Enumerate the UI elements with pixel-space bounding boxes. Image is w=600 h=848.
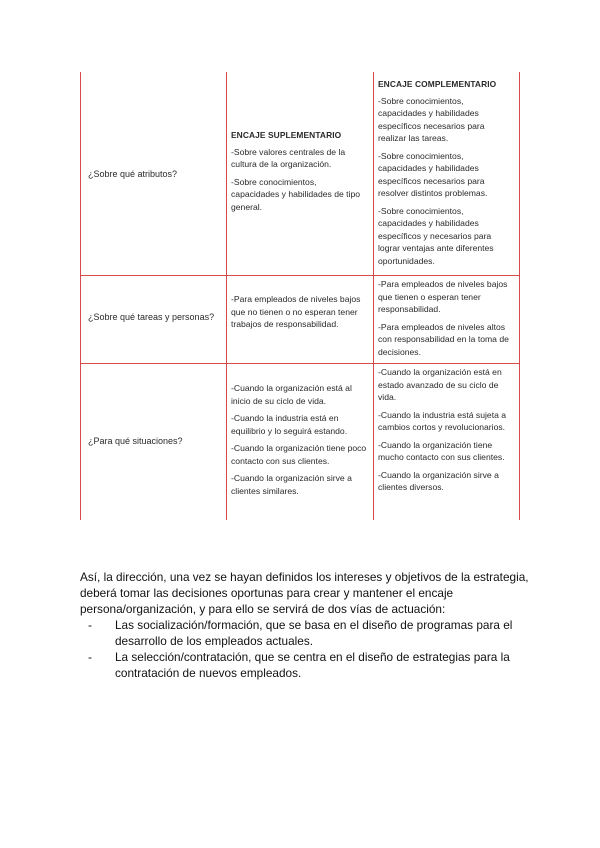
row3-complementary-cell (378, 366, 514, 499)
row1-supplementary-cell (231, 129, 367, 218)
dash-bullet: - (88, 618, 92, 632)
complementary-item: -Cuando la organización tiene mucho contacto con sus clientes. (378, 439, 505, 462)
supplementary-heading: ENCAJE SUPLEMENTARIO (231, 130, 342, 140)
table-line-row2 (80, 363, 520, 364)
table-line-col1 (226, 72, 227, 520)
table-line-row1 (80, 275, 520, 276)
supplementary-item: -Cuando la organización tiene poco contacto con sus clientes. (231, 443, 367, 466)
bullet-text: La selección/contratación, que se centra en el diseño de estrategias para la contratación de nuevos empleados. (115, 650, 510, 680)
complementary-item: -Sobre conocimientos, capacidades y habilidades específicos necesarios para realizar las tareas. (378, 95, 485, 143)
complementary-item: -Cuando la organización sirve a clientes diversos. (378, 469, 499, 492)
complementary-item: -Para empleados de niveles bajos que tienen o esperan tener responsabilidad. (378, 279, 508, 314)
bullet-list (80, 617, 550, 681)
list-item (88, 617, 550, 649)
complementary-item: -Cuando la industria está sujeta a cambios cortos y revolucionarios. (378, 409, 507, 432)
row1-complementary-cell (378, 78, 514, 272)
complementary-heading: ENCAJE COMPLEMENTARIO (378, 79, 497, 89)
supplementary-item: -Cuando la industria está en equilibrio y lo seguirá estando. (231, 413, 348, 436)
body-text (80, 569, 550, 681)
complementary-item: -Sobre conocimientos, capacidades y habilidades específicos y necesarios para lograr ventajas ante diferentes oportunidades. (378, 205, 494, 266)
row2-supplementary-cell (231, 293, 367, 336)
table-line-col2 (373, 72, 374, 520)
supplementary-item: -Sobre conocimientos, capacidades y habilidades de tipo general. (231, 176, 360, 212)
body-paragraph: Así, la dirección, una vez se hayan definidos los intereses y objetivos de la estrategia, deberá tomar las decisiones oportunas para crear y mantener el encaje persona/organización, y para ello se servirá de dos vías de actuación: (80, 570, 529, 616)
bullet-text: Las socialización/formación, que se basa en el diseño de programas para el desarrollo de los empleados actuales. (115, 618, 513, 648)
comparison-table (80, 72, 520, 520)
supplementary-item: -Cuando la organización sirve a clientes similares. (231, 473, 352, 496)
supplementary-item: -Sobre valores centrales de la cultura de la organización. (231, 146, 346, 169)
supplementary-item: -Para empleados de niveles bajos que no tienen o no esperan tener trabajos de responsabilidad. (231, 294, 361, 329)
row-question-attributes: ¿Sobre qué atributos? (88, 169, 178, 179)
list-item (88, 649, 550, 681)
row3-supplementary-cell (231, 382, 367, 502)
row2-complementary-cell (378, 278, 514, 363)
row-question-situations: ¿Para qué situaciones? (88, 436, 183, 446)
table-line-left (80, 72, 81, 520)
dash-bullet: - (88, 650, 92, 664)
table-line-right (519, 72, 520, 520)
complementary-item: -Cuando la organización está en estado avanzado de su ciclo de vida. (378, 367, 502, 402)
complementary-item: -Para empleados de niveles altos con responsabilidad en la toma de decisiones. (378, 321, 509, 357)
row-question-tasks: ¿Sobre qué tareas y personas? (88, 312, 215, 322)
supplementary-item: -Cuando la organización está al inicio de su ciclo de vida. (231, 383, 352, 406)
complementary-item: -Sobre conocimientos, capacidades y habilidades específicos necesarios para resolver distintos problemas. (378, 150, 488, 198)
